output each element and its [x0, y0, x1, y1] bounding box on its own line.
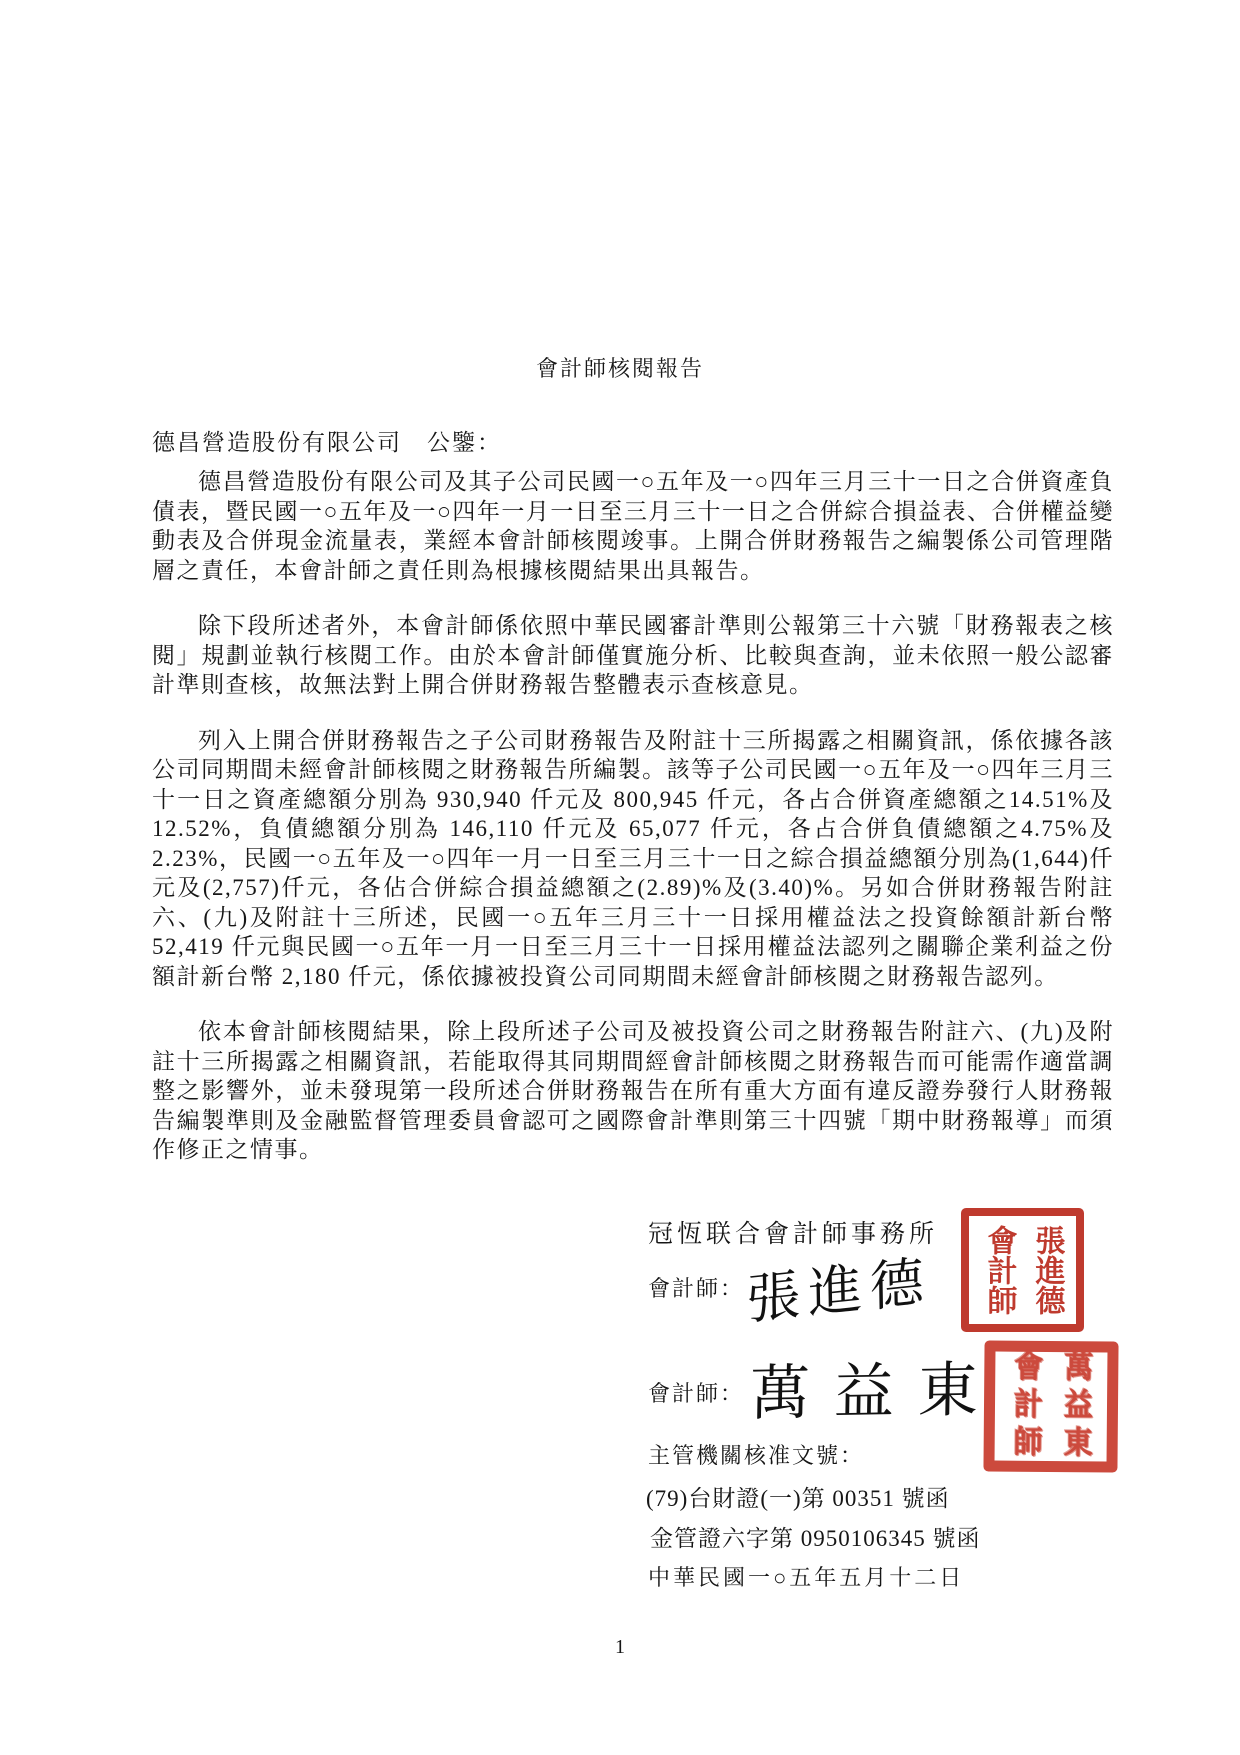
cpa-seal-2 [983, 1340, 1118, 1472]
approval-number-label: 主管機關核准文號： [648, 1443, 865, 1468]
page-title: 會計師核閱報告 [535, 356, 704, 381]
paragraph-scope: 德昌營造股份有限公司及其子公司民國一○五年及一○四年三月三十一日之合併資產負債表，暨民國一○五年及一○四年一月一日至三月三十一日之合併綜合損益表、合併權益變動表及合併現金流量表，業經本會計師核閱竣事。上開合併財務報告之編製係公司管理階層之責任，本會計師之責任則為根據核閱結果出具報告。 [152, 469, 1114, 583]
paragraph-conclusion: 依本會計師核閱結果，除上段所述子公司及被投資公司之財務報告附註六、(九)及附註十三所揭露之相關資訊，若能取得其同期間經會計師核閱之財務報告而可能需作適當調整之影響外，並未發現第一段所述合併財務報告在所有重大方面有違反證券發行人財務報告編製準則及金融監督管理委員會認可之國際會計準則第三十四號「期中財務報導」而須作修正之情事。 [152, 1019, 1114, 1162]
paragraph-subsidiaries: 列入上開合併財務報告之子公司財務報告及附註十三所揭露之相關資訊，係依據各該公司同期間未經會計師核閱之財務報告所編製。該等子公司民國一○五年及一○四年三月三十一日之資產總額分別為 930,940 仟元及 800,945 仟元，各占合併資產總額之14.51%及 12.52%，負債總額分別為 146,110 仟元及 65,077 仟元，各占合併負債總額之4.75%及 2.23%，民國一○五年及一○四年一月一日至三月三十一日之綜合損益總額分別為(1,644)仟元及(2,757)仟元，各佔合併綜合損益總額之(2.89)%及(3.40)%。另如合併財務報告附註六、(九)及附註十三所述，民國一○五年三月三十一日採用權益法之投資餘額計新台幣 52,419 仟元與民國一○五年一月一日至三月三十一日採用權益法認列之關聯企業利益之份額計新台幣 2,180 仟元，係依據被投資公司同期間未經會計師核閱之財務報告認列。 [152, 727, 1114, 989]
firm-name: 冠恆联合會計師事務所 [648, 1221, 939, 1248]
paragraph-basis: 除下段所述者外，本會計師係依照中華民國審計準則公報第三十六號「財務報表之核閱」規劃並執行核閱工作。由於本會計師僅實施分析、比較與查詢，並未依照一般公認審計準則查核，故無法對上開合併財務報告整體表示查核意見。 [152, 613, 1114, 697]
report-date: 中華民國一○五年五月十二日 [648, 1565, 965, 1590]
approval-number-1: (79)台財證(一)第 00351 號函 [646, 1486, 950, 1511]
seal-1-column-title: 會計師 [982, 1225, 1016, 1315]
seal-2-column-title: 會計師 [1009, 1349, 1043, 1464]
cpa-seal-1 [961, 1208, 1084, 1332]
cpa-label-2: 會計師： [648, 1381, 745, 1406]
cpa-seal-2-text [1001, 1349, 1102, 1463]
seal-2-column-name: 萬益東 [1059, 1349, 1093, 1464]
seal-1-column-name: 張進德 [1030, 1225, 1064, 1315]
cpa-seal-1-text [975, 1225, 1071, 1315]
page-number: 1 [615, 1636, 625, 1658]
cpa-label-1: 會計師： [648, 1276, 745, 1301]
approval-number-2: 金管證六字第 0950106345 號函 [650, 1526, 981, 1551]
cpa-signature-2: 萬益東 [749, 1354, 1003, 1430]
cpa-signature-1: 張進德 [746, 1249, 933, 1332]
report-body [152, 467, 1114, 1191]
addressee-line: 德昌營造股份有限公司 公鑒： [152, 430, 502, 455]
